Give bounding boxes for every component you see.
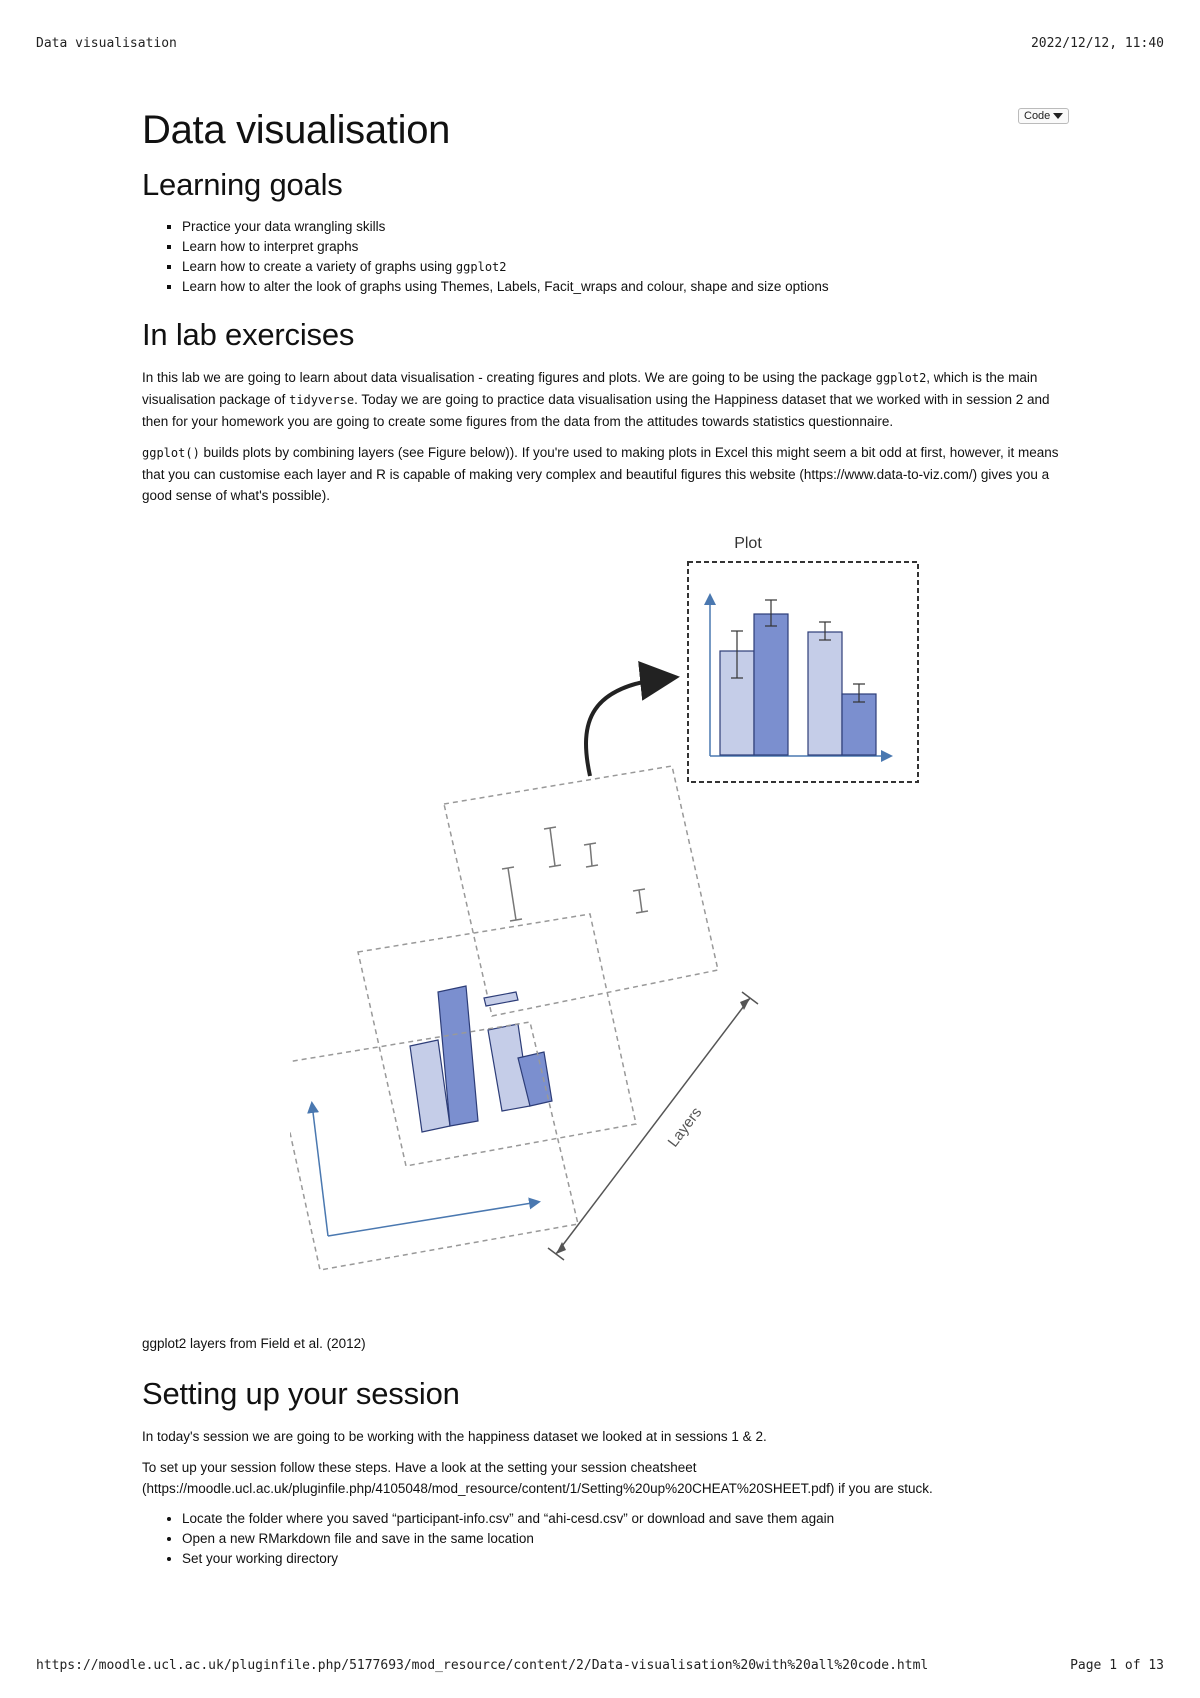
print-header-datetime: 2022/12/12, 11:40 [1030, 36, 1164, 51]
layers-arrow [548, 992, 758, 1260]
list-item: ▪ Learn how to create a variety of graphs using ggplot2 [182, 257, 1062, 277]
inline-code: ggplot() [142, 446, 200, 460]
list-item: ▪ Learn how to alter the look of graphs using Themes, Labels, Facit_wraps and colour, shape and size options [182, 277, 1062, 297]
learning-goals-list [142, 217, 1062, 297]
ggplot-layers-figure [290, 526, 950, 1316]
print-footer [36, 1658, 1164, 1673]
print-header [36, 36, 1164, 51]
setup-steps-list [142, 1509, 1082, 1569]
setup-section [142, 1376, 1082, 1589]
layers-label: Layers [664, 1104, 706, 1151]
lab-paragraph-1: In this lab we are going to learn about data visualisation - creating figures and plots. We are going to be using the package ggplot2, which is the main visualisation package of tidyverse. Today we are going to practice data visualisation using the Happiness dataset that we worked with in session 2 and then for your homework you are going to create some figures from the data from the attitudes towards statistics questionnaire. [142, 370, 1050, 429]
plot-bar [842, 694, 876, 755]
inline-code: ggplot2 [875, 371, 927, 385]
layer-error-bars [444, 766, 718, 1016]
layers-diagram [290, 526, 950, 1316]
page-title: Data visualisation [142, 108, 451, 152]
learning-goals-heading: Learning goals [142, 167, 343, 202]
curved-arrow-icon [586, 678, 668, 776]
inline-code: ggplot2 [455, 260, 507, 274]
plot-label: Plot [734, 535, 762, 552]
print-footer-page: Page 1 of 13 [1070, 1658, 1164, 1673]
lab-paragraph-2: ggplot() builds plots by combining layers (see Figure below)). If you're used to making plots in Excel this might seem a bit odd at first, however, it means that you can customise each layer and R is capable of making very complex and beautiful figures this website (https://www.data-to-viz.com/) gives you a good sense of what's possible). [142, 445, 1059, 503]
inline-code: tidyverse [289, 393, 355, 407]
layer-bars [358, 914, 636, 1166]
code-button-label: Code [1024, 110, 1051, 122]
print-footer-url[interactable]: https://moodle.ucl.ac.uk/pluginfile.php/5177693/mod_resource/content/2/Data-visualisation%20with%20all%20code.html [36, 1658, 929, 1673]
list-item: ▪ Learn how to interpret graphs [182, 237, 1062, 257]
list-item: • Locate the folder where you saved “participant-info.csv” and “ahi-cesd.csv” or download and save them again [182, 1509, 1082, 1529]
list-item: ▪ Practice your data wrangling skills [182, 217, 1062, 237]
list-item: • Open a new RMarkdown file and save in the same location [182, 1529, 1082, 1549]
list-item: • Set your working directory [182, 1549, 1082, 1569]
setup-paragraph-2: To set up your session follow these steps. Have a look at the setting your session cheatsheet (https://moodle.ucl.ac.uk/pluginfile.php/4105048/mod_resource/content/1/Setting%20up%20CHEAT%20SHEET.pdf) if you are stuck. [142, 1460, 933, 1496]
print-header-title: Data visualisation [36, 36, 177, 51]
plot-bar [754, 614, 788, 755]
lab-exercises-heading: In lab exercises [142, 317, 355, 352]
setup-paragraph-1: In today's session we are going to be working with the happiness dataset we looked at in sessions 1 & 2. [142, 1429, 767, 1444]
plot-bar [808, 632, 842, 755]
setup-heading: Setting up your session [142, 1376, 460, 1411]
main-content [142, 100, 1062, 516]
final-plot [710, 596, 890, 756]
figure-caption: ggplot2 layers from Field et al. (2012) [142, 1336, 366, 1351]
